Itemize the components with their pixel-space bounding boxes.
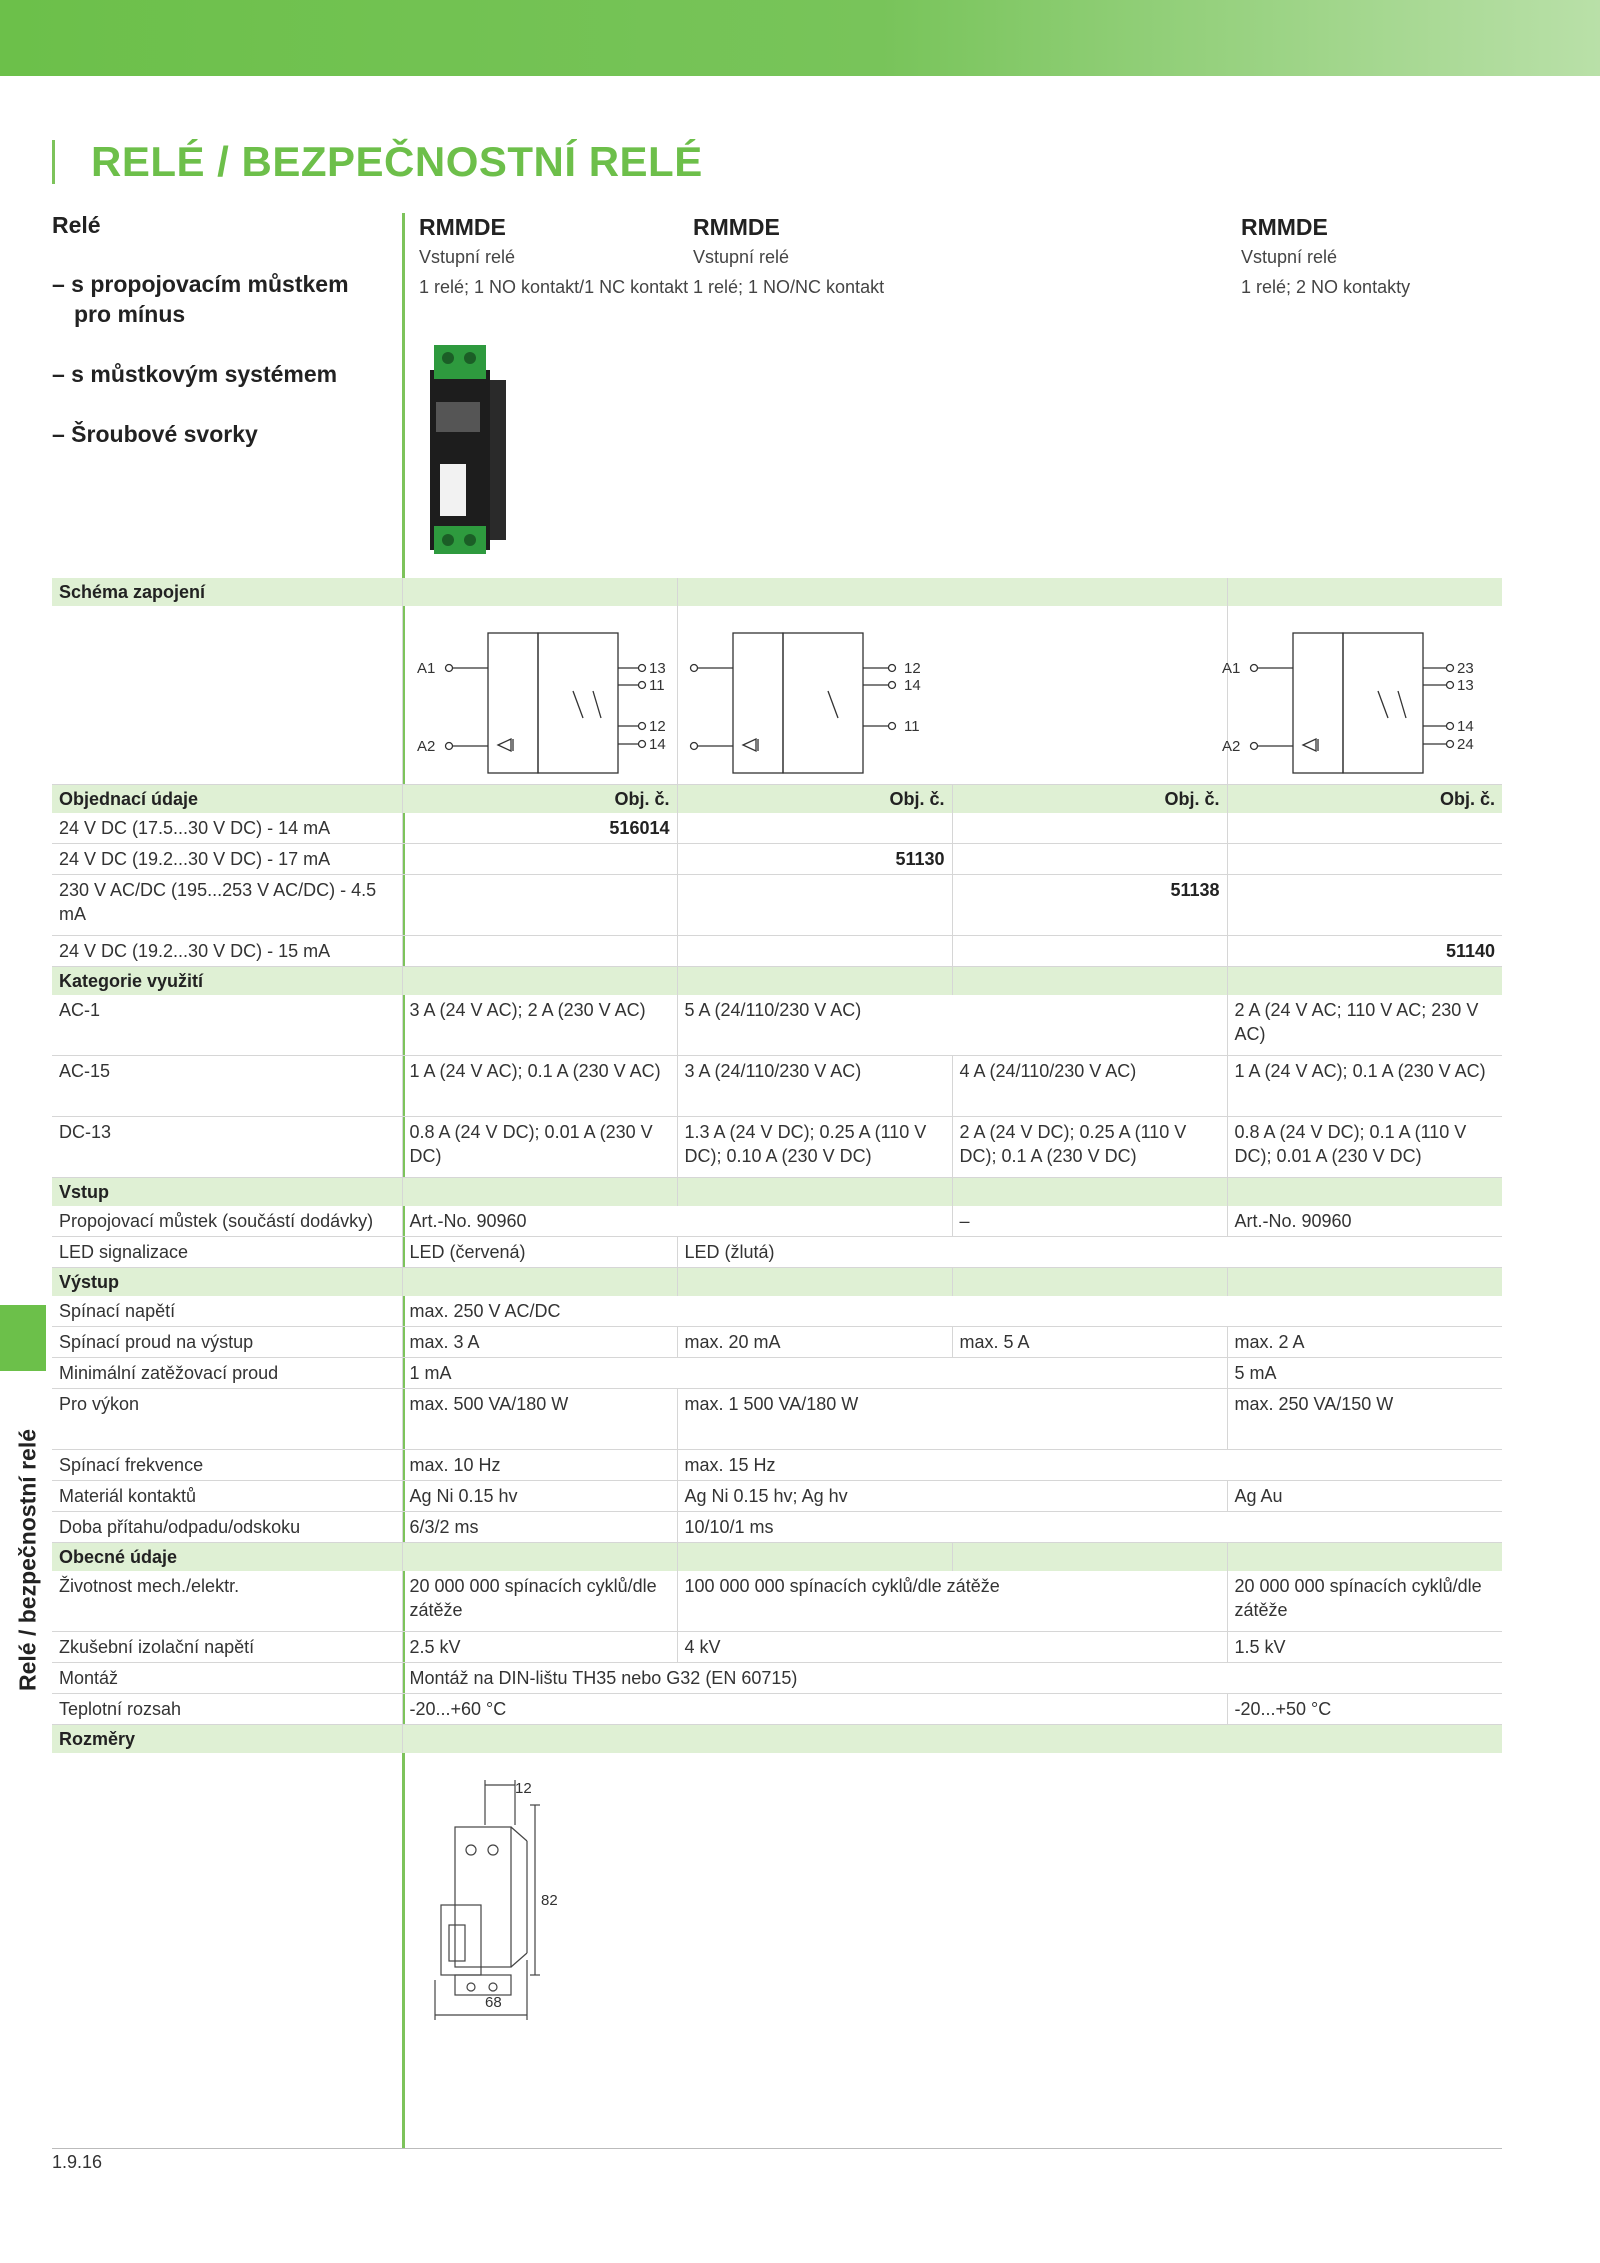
intro-bullet: – Šroubové svorky — [52, 421, 258, 447]
section-row-input — [52, 1178, 1502, 1207]
row-label: 24 V DC (17.5...30 V DC) - 14 mA — [52, 813, 402, 844]
section-side-label: Relé / bezpečnostní relé — [14, 1428, 41, 1692]
spec-table — [52, 578, 1502, 1753]
section-label: Rozměry — [52, 1725, 402, 1754]
terminal-label: A2 — [1221, 738, 1240, 755]
obj-header: Obj. č. — [402, 785, 677, 814]
cell-value: 4 A (24/110/230 V AC) — [952, 1056, 1227, 1117]
cell-value: max. 2 A — [1227, 1327, 1502, 1358]
diagram-row — [52, 606, 1502, 785]
section-label: Kategorie využití — [52, 967, 402, 996]
order-number: 516014 — [402, 813, 677, 844]
page-title: RELÉ / BEZPEČNOSTNÍ RELÉ — [91, 138, 703, 185]
row-label: Materiál kontaktů — [52, 1481, 402, 1512]
section-label: Vstup — [52, 1178, 402, 1207]
table-row — [52, 1389, 1502, 1450]
table-row — [52, 1206, 1502, 1237]
order-number: 51140 — [1227, 936, 1502, 967]
cell-value: 1.5 kV — [1227, 1632, 1502, 1663]
terminal-label: A1 — [416, 660, 435, 677]
product-header-2 — [693, 212, 884, 302]
terminal-label: 12 — [648, 718, 666, 735]
dimension-label: 12 — [515, 1780, 532, 1797]
cell-value: -20...+50 °C — [1227, 1694, 1502, 1725]
cell-value: 2.5 kV — [402, 1632, 677, 1663]
cell-value: 4 kV — [677, 1632, 1227, 1663]
top-banner — [0, 0, 1600, 76]
cell-value: 3 A (24 V AC); 2 A (230 V AC) — [402, 995, 677, 1056]
row-label: Pro výkon — [52, 1389, 402, 1450]
table-row — [52, 875, 1502, 936]
section-side-tab — [0, 1305, 46, 1371]
product-header-1 — [419, 212, 688, 302]
cell-value: max. 20 mA — [677, 1327, 952, 1358]
product-subtitle: Vstupní relé — [1241, 247, 1338, 267]
row-label: AC-1 — [52, 995, 402, 1056]
terminal-label: 23 — [1456, 660, 1474, 677]
cell-value: 5 A (24/110/230 V AC) — [677, 995, 1227, 1056]
intro-block — [52, 212, 382, 479]
cell-value: 20 000 000 spínacích cyklů/dle zátěže — [1227, 1571, 1502, 1632]
wiring-diagram-1 — [403, 606, 678, 778]
terminal-label: 13 — [1456, 677, 1474, 694]
section-label: Obecné údaje — [52, 1543, 402, 1572]
product-contacts: 1 relé; 2 NO kontakty — [1241, 277, 1411, 297]
table-row — [52, 1571, 1502, 1632]
cell-value: 10/10/1 ms — [677, 1512, 1502, 1543]
cell-value: max. 5 A — [952, 1327, 1227, 1358]
obj-header: Obj. č. — [1227, 785, 1502, 814]
table-row — [52, 813, 1502, 844]
product-title: RMMDE — [419, 214, 506, 240]
terminal-label: 24 — [1456, 736, 1474, 753]
dimension-label: 68 — [485, 1994, 502, 2011]
cell-value: Ag Ni 0.15 hv — [402, 1481, 677, 1512]
terminal-label: 14 — [648, 736, 666, 753]
intro-bullet: – s propojovacím můstkem pro mínus — [52, 271, 349, 327]
table-row — [52, 936, 1502, 967]
table-row — [52, 1237, 1502, 1268]
order-number: 51130 — [677, 844, 952, 875]
intro-heading: Relé — [52, 212, 101, 238]
product-header-3 — [1241, 212, 1410, 302]
cell-value: 1 mA — [402, 1358, 1227, 1389]
cell-value: max. 250 V AC/DC — [402, 1296, 1502, 1327]
row-label: 230 V AC/DC (195...253 V AC/DC) - 4.5 mA — [52, 875, 402, 936]
cell-value: 0.8 A (24 V DC); 0.01 A (230 V DC) — [402, 1117, 677, 1178]
section-row-dims — [52, 1725, 1502, 1754]
table-row — [52, 844, 1502, 875]
row-label: 24 V DC (19.2...30 V DC) - 17 mA — [52, 844, 402, 875]
row-label: Životnost mech./elektr. — [52, 1571, 402, 1632]
table-row — [52, 1663, 1502, 1694]
row-label: DC-13 — [52, 1117, 402, 1178]
table-row — [52, 1056, 1502, 1117]
product-contacts: 1 relé; 1 NO/NC kontakt — [693, 277, 885, 297]
table-row — [52, 1296, 1502, 1327]
cell-value: Art.-No. 90960 — [1227, 1206, 1502, 1237]
dimension-drawing — [405, 1775, 585, 2025]
cell-value: 1 A (24 V AC); 0.1 A (230 V AC) — [402, 1056, 677, 1117]
product-photo — [412, 340, 522, 560]
section-row-general — [52, 1543, 1502, 1572]
product-title: RMMDE — [693, 214, 780, 240]
cell-value: max. 500 VA/180 W — [402, 1389, 677, 1450]
row-label: Teplotní rozsah — [52, 1694, 402, 1725]
dimension-label: 82 — [541, 1892, 558, 1909]
terminal-label: A2 — [416, 738, 435, 755]
cell-value: 1 A (24 V AC); 0.1 A (230 V AC) — [1227, 1056, 1502, 1117]
terminal-label: 11 — [648, 677, 665, 694]
row-label: LED signalizace — [52, 1237, 402, 1268]
cell-value: Ag Au — [1227, 1481, 1502, 1512]
cell-value: LED (žlutá) — [677, 1237, 1502, 1268]
table-row — [52, 1632, 1502, 1663]
section-row-category — [52, 967, 1502, 996]
terminal-label: 12 — [903, 660, 921, 677]
product-subtitle: Vstupní relé — [419, 247, 516, 267]
cell-value: max. 1 500 VA/180 W — [677, 1389, 1227, 1450]
row-label: Spínací napětí — [52, 1296, 402, 1327]
cell-value: 6/3/2 ms — [402, 1512, 677, 1543]
row-label: Doba přítahu/odpadu/odskoku — [52, 1512, 402, 1543]
row-label: Spínací frekvence — [52, 1450, 402, 1481]
terminal-label: 11 — [903, 718, 920, 735]
footer-divider — [52, 2148, 1502, 2149]
section-row-schema — [52, 578, 1502, 606]
terminal-label: 14 — [1456, 718, 1474, 735]
row-label: AC-15 — [52, 1056, 402, 1117]
wiring-diagram-3 — [1221, 606, 1503, 778]
product-contacts: 1 relé; 1 NO kontakt/1 NC kontakt — [419, 277, 689, 297]
section-row-output — [52, 1268, 1502, 1297]
cell-value: 2 A (24 V DC); 0.25 A (110 V DC); 0.1 A (230 V DC) — [952, 1117, 1227, 1178]
cell-value: max. 10 Hz — [402, 1450, 677, 1481]
row-label: Spínací proud na výstup — [52, 1327, 402, 1358]
table-row — [52, 1117, 1502, 1178]
row-label: Propojovací můstek (součástí dodávky) — [52, 1206, 402, 1237]
page-number: 1.9.16 — [52, 2152, 103, 2172]
table-row — [52, 1450, 1502, 1481]
obj-header: Obj. č. — [952, 785, 1227, 814]
cell-value: 1.3 A (24 V DC); 0.25 A (110 V DC); 0.10 A (230 V DC) — [677, 1117, 952, 1178]
terminal-label: 14 — [903, 677, 921, 694]
cell-value: max. 250 VA/150 W — [1227, 1389, 1502, 1450]
section-row-ordering — [52, 785, 1502, 814]
table-row — [52, 1512, 1502, 1543]
cell-value: max. 3 A — [402, 1327, 677, 1358]
cell-value: -20...+60 °C — [402, 1694, 1227, 1725]
cell-value: 3 A (24/110/230 V AC) — [677, 1056, 952, 1117]
table-row — [52, 1327, 1502, 1358]
cell-value: 100 000 000 spínacích cyklů/dle zátěže — [677, 1571, 1227, 1632]
cell-value: – — [952, 1206, 1227, 1237]
cell-value: Ag Ni 0.15 hv; Ag hv — [677, 1481, 1227, 1512]
section-label: Objednací údaje — [52, 785, 402, 814]
cell-value: Montáž na DIN-lištu TH35 nebo G32 (EN 60715) — [402, 1663, 1502, 1694]
section-label: Schéma zapojení — [52, 578, 402, 606]
wiring-diagram-2 — [678, 606, 953, 778]
table-row — [52, 1481, 1502, 1512]
product-subtitle: Vstupní relé — [693, 247, 790, 267]
intro-bullet: – s můstkovým systémem — [52, 361, 338, 387]
row-label: Minimální zatěžovací proud — [52, 1358, 402, 1389]
cell-value: 5 mA — [1227, 1358, 1502, 1389]
title-block — [52, 140, 703, 184]
terminal-label: A1 — [1221, 660, 1240, 677]
order-number: 51138 — [952, 875, 1227, 936]
terminal-label: 13 — [648, 660, 666, 677]
product-title: RMMDE — [1241, 214, 1328, 240]
table-row — [52, 1694, 1502, 1725]
cell-value: LED (červená) — [402, 1237, 677, 1268]
cell-value: 0.8 A (24 V DC); 0.1 A (110 V DC); 0.01 A (230 V DC) — [1227, 1117, 1502, 1178]
table-row — [52, 1358, 1502, 1389]
section-label: Výstup — [52, 1268, 402, 1297]
cell-value: Art.-No. 90960 — [402, 1206, 952, 1237]
row-label: 24 V DC (19.2...30 V DC) - 15 mA — [52, 936, 402, 967]
row-label: Zkušební izolační napětí — [52, 1632, 402, 1663]
cell-value: 2 A (24 V AC; 110 V AC; 230 V AC) — [1227, 995, 1502, 1056]
cell-value: 20 000 000 spínacích cyklů/dle zátěže — [402, 1571, 677, 1632]
cell-value: max. 15 Hz — [677, 1450, 1502, 1481]
table-row — [52, 995, 1502, 1056]
row-label: Montáž — [52, 1663, 402, 1694]
obj-header: Obj. č. — [677, 785, 952, 814]
